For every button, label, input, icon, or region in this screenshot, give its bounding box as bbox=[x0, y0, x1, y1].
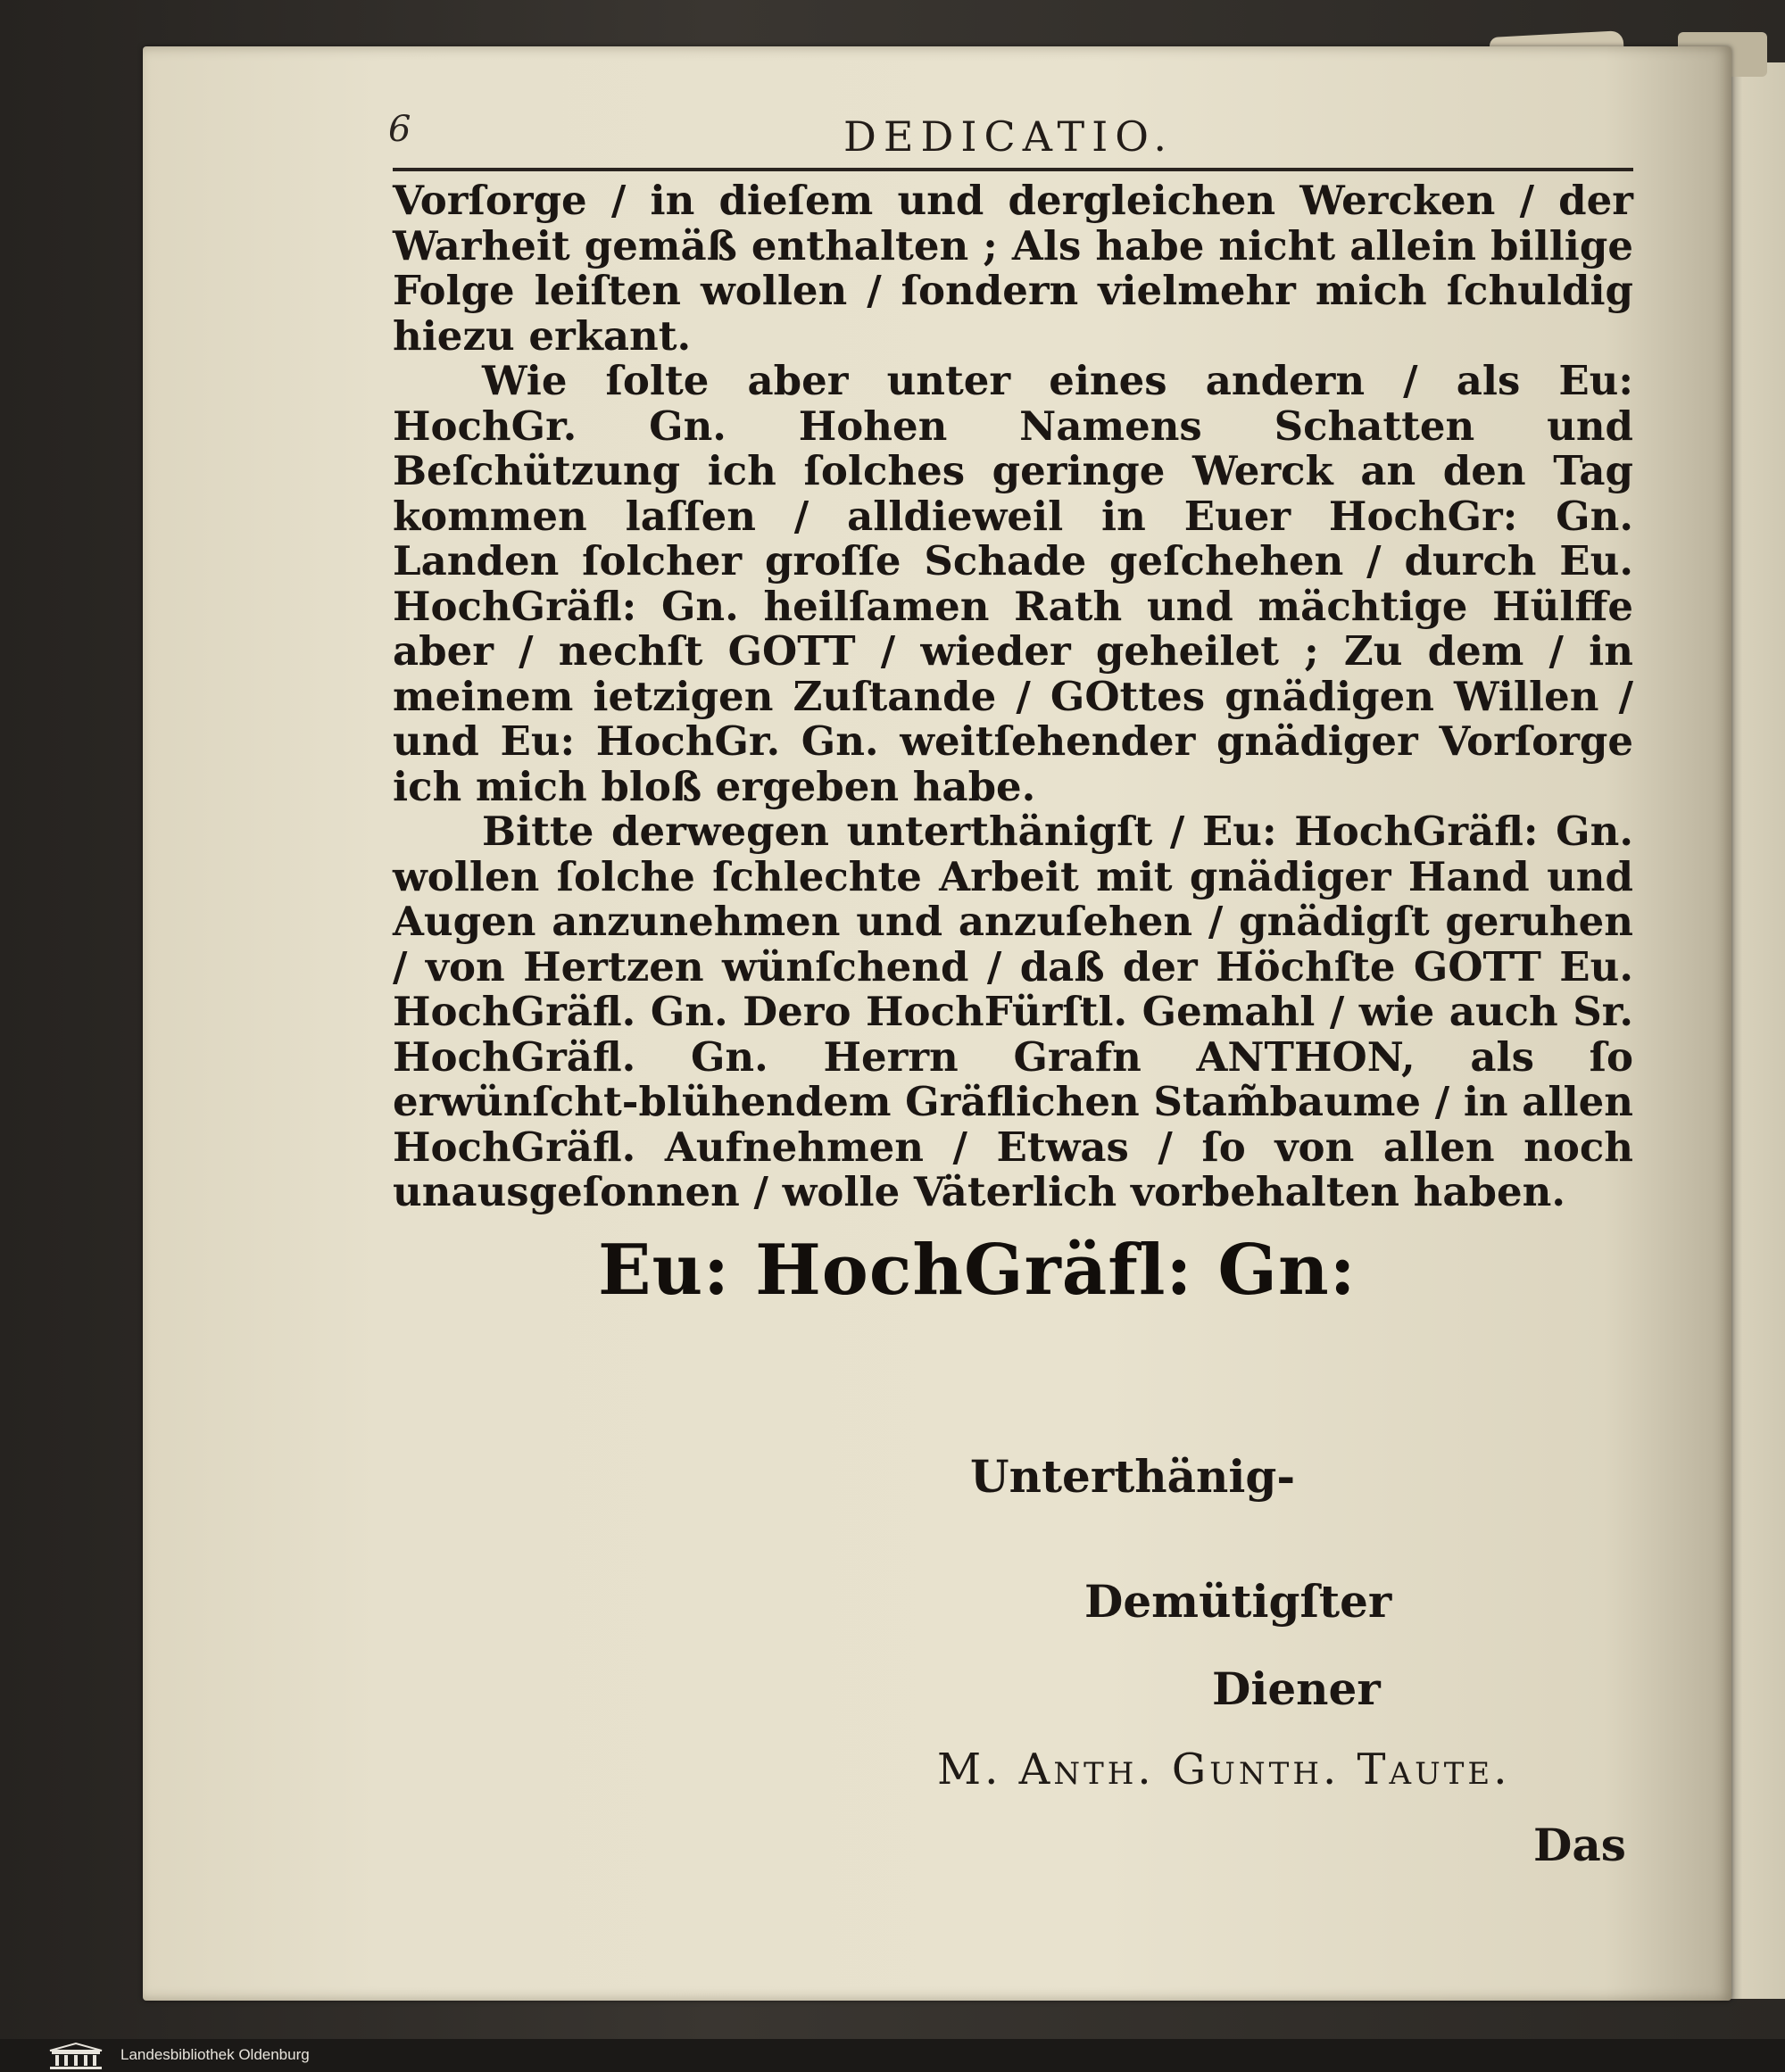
library-building-icon bbox=[45, 2042, 107, 2070]
closing-salutation: Eu: HochGräfl: Gn: bbox=[598, 1230, 1357, 1311]
author-name: M. Anth. Gunth. Taute. bbox=[937, 1745, 1511, 1794]
page-header bbox=[388, 109, 1629, 171]
catchword: Das bbox=[1533, 1819, 1626, 1871]
page-number: 6 bbox=[388, 109, 411, 150]
paragraph-1: Vorſorge / in dieſem und dergleichen Wercken / der Warheit gemäß enthalten ; Als habe nicht allein billige Folge leiſten wollen / ſondern vielmehr mich ſchuldig hiezu erkant. bbox=[393, 177, 1633, 360]
signature-line-2: Demütigſter bbox=[1084, 1575, 1392, 1628]
library-name: Landesbibliothek Oldenburg bbox=[120, 2046, 310, 2063]
paragraph-2: Wie ſolte aber unter eines andern / als Eu: HochGr. Gn. Hohen Namens Schatten und Beſchützung ich ſolches geringe Werck an den Tag kommen laſſen / alldieweil in Euer HochGr: Gn. Landen ſolcher groſſe Schade geſchehen / durch Eu. HochGräfl: Gn. heilſamen Rath und mächtige Hülffe aber / nechſt GOTT / wieder geheilet ; Zu dem / in meinem ietzigen Zuſtande / GOttes gnädigen Willen / und Eu: HochGr. Gn. weitſehender gnädiger Vorſorge ich mich bloß ergeben habe. bbox=[393, 357, 1633, 810]
signature-line-3: Diener bbox=[1212, 1662, 1381, 1715]
signature-line-1: Unterthänig- bbox=[970, 1450, 1296, 1503]
dedication-text bbox=[393, 178, 1633, 1215]
paragraph-3: Bitte derwegen unterthänigſt / Eu: HochGräfl: Gn. wollen ſolche ſchlechte Arbeit mit gnädiger Hand und Augen anzunehmen und anzuſehen / gnädigſt geruhen / von Hertzen wünſchend / daß der Höchſte GOTT Eu. HochGräfl. Gn. Dero HochFürſtl. Gemahl / wie auch Sr. HochGräfl. Gn. Herrn Grafn ANTHON, als ſo erwünſcht-blühendem Gräflichen Stam̃baume / in allen HochGräfl. Aufnehmen / Etwas / ſo von allen noch unausgeſonnen / wolle Väterlich vorbehalten haben. bbox=[393, 808, 1633, 1215]
header-rule bbox=[393, 168, 1633, 171]
running-head: DEDICATIO. bbox=[843, 112, 1174, 161]
